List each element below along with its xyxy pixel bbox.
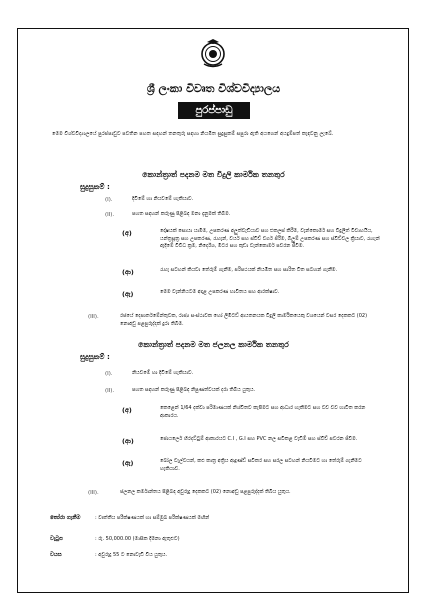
- section1-sub-a-mark: (අ): [122, 229, 132, 237]
- intro-text: මෙම විශ්වවිද්‍යාලයේ පුරප්පාඩුව පවතින පහත සඳහන් තනතුරු සඳහා නියමිත සුදුසුකම් සපුරා ඇති අයගෙන් අයදුම්පත් කැඳවනු ලැබේ.: [52, 131, 334, 137]
- age-value: : අවුරුදු 55 ට නොවැඩි විය යුතුය.: [95, 552, 168, 558]
- section1-item3-text: රජයේ දෙපාර්තමේන්තුවක, රාජ්‍ය සංස්ථාවක හෝ ලිමිටඩ් ආයතනයක විදුලි කාර්මිකයෙකු වශයෙන් වසර දෙකකට (02) නොඅඩු පළපුරුද්දක් දුරා තිබීම.: [120, 313, 368, 327]
- salary-value: : රු. 50,000.00 (මාසික දීමනා ඇතුළුව): [95, 536, 180, 542]
- notice-title: පුරප්පාඩු: [178, 102, 250, 119]
- section1-sub-b-mark: (ආ): [122, 268, 134, 276]
- section2-sub-b-text: ජොයලෙර් හිරදට්ටුම් ආකාරයට C.I , G.I සහ PVC නල සවිකළ වැඩිම් සහ ස්විච් පවරන ජිවීම.: [160, 436, 358, 442]
- section2-sub-a-text: කෙළෙන් 1/64 දක්වා පරිමාණයක් නිශ්චිතව කැපීමට සහ ආධාර හැකීමට සහ වව වව භාවිත කරන ආකාරය.: [160, 405, 366, 419]
- age-label: වයස: [50, 552, 62, 558]
- section1-sub-c-mark: (ඇ): [122, 290, 134, 298]
- section1-item3-num: (III).: [88, 314, 99, 320]
- section1-item2-num: (II).: [105, 212, 115, 218]
- section1-title: කොන්ත්‍රාත් පදනම මත විදුලි කාර්මික තනතුර: [142, 170, 285, 179]
- section2-sub-c-mark: (ඇ): [122, 459, 134, 467]
- section1-item2-text: පහත සඳහන් කරුණු පිළිබඳ මනා දැනුමක් තිබීම.: [132, 211, 231, 217]
- section1-qualifications-label: සුදුසුකම් :: [80, 182, 110, 191]
- section2-sub-c-text: බෝල වැල්වයන්, කළු කාත්‍ර අත්‍රිය ආදූණ්ඩ් සවිකර සහ සරල සටහන් නියවීමට හා තේරුම් ගැනීමට හැකියාව.: [160, 458, 362, 472]
- section2-item3-num: (III).: [88, 490, 99, 496]
- section1-sub-a-text: දෝෂයක් සොයා යාමීම, උපකරණ අලුත්වැඩියාව සහ එකලස් කිරීම, වැන්කොමර් සහ විදුලිත් විවාහයිය, යන්ත්‍රසූත්‍ර සහ උපකරණ, රැහැන්, වයර් සහ ස්විච් වර්ග ජිරීම, බිලුම් උපකරණ සහ ස්විච්වල ක්‍රියාව, රැහැන් ඇදීමේ විවිධ ක්‍රම, නිර්දේශ, මීටර සහ කුඩා වැන්කොමර් පවරන ජිවීම.: [160, 228, 380, 250]
- section1-sub-b-text: රැහැ සටහන් කියවා තේරුම් ගැනීම, පරිපථයක් නියමිත සහ සාරිත විත සටහන් ගැනීම.: [160, 267, 338, 273]
- section2-item2-num: (II).: [105, 388, 115, 394]
- section1-item1-text: දිවිමේ හා නියවමේ හැකියාව.: [132, 196, 194, 202]
- university-name: ශ්‍රී ලංකා විවෘත විශ්වවිද්‍යාලය: [146, 82, 281, 95]
- selection-value: : වෘත්තීය පරීක්ෂණයක් හා සම්මුඛ පරීක්ෂණයක් මඟින්: [95, 515, 210, 521]
- section2-sub-b-mark: (ආ): [122, 437, 134, 445]
- section2-item1-text: නියවමේ හා දිවිමේ හැකියාව.: [132, 370, 194, 376]
- university-emblem-icon: [198, 38, 228, 68]
- section2-item1-num: (I).: [105, 371, 113, 377]
- section2-sub-a-mark: (අ): [122, 406, 132, 414]
- section1-sub-c-text: මෙම වැන්නියටම අදාළ උපකරණ භාවිතය සහ ආරක්ෂාව.: [160, 289, 280, 295]
- section2-item2-text: පහත සඳහන් කරුණු පිළිබඳ නිපුණත්වයක් දරා තිබිය යුතුය.: [132, 387, 256, 393]
- section2-title: කොන්ත්‍රාත් පදනම මත ජලනල කාර්මික තනතුර: [138, 340, 289, 349]
- section2-item3-text: ජලනල කර්මාන්තය පිළිබඳ අවුරුදු දෙකකට (02) නොඅඩු පළපුරුද්දක් තිබිය යුතුය.: [120, 489, 291, 495]
- selection-label: තෝරා ගැනීම: [50, 515, 81, 521]
- salary-label: වැටුප: [50, 536, 63, 542]
- section1-item1-num: (I).: [105, 197, 113, 203]
- section2-qualifications-label: සුදුසුකම් :: [80, 352, 110, 361]
